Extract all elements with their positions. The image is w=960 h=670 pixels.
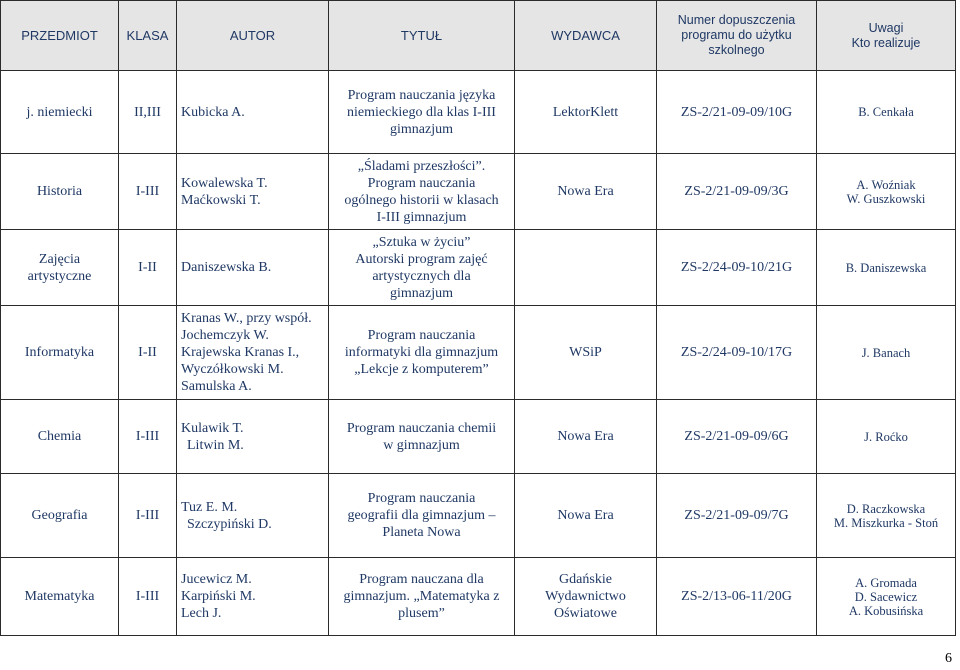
notes-cell: B. Cenkała bbox=[817, 71, 956, 154]
table-row bbox=[1, 71, 956, 154]
notes-cell: B. Daniszewska bbox=[817, 230, 956, 306]
subject-cell: Chemia bbox=[1, 400, 119, 474]
number-cell: ZS-2/13-06-11/20G bbox=[657, 558, 817, 636]
notes-cell: A. Gromada D. Sacewicz A. Kobusińska bbox=[817, 558, 956, 636]
publisher-cell: LektorKlett bbox=[515, 71, 657, 154]
header-przedmiot: PRZEDMIOT bbox=[1, 1, 119, 71]
class-cell: I-III bbox=[119, 400, 177, 474]
publisher-cell: Nowa Era bbox=[515, 154, 657, 230]
author-cell: Kranas W., przy współ. Jochemczyk W. Krajewska Kranas I., Wyczółkowski M. Samulska A. bbox=[177, 306, 329, 400]
notes-cell: D. Raczkowska M. Miszkurka - Stoń bbox=[817, 474, 956, 558]
author-cell: Kulawik T. Litwin M. bbox=[177, 400, 329, 474]
author-cell: Daniszewska B. bbox=[177, 230, 329, 306]
subject-cell: Informatyka bbox=[1, 306, 119, 400]
class-cell: I-III bbox=[119, 154, 177, 230]
notes-cell: A. Woźniak W. Guszkowski bbox=[817, 154, 956, 230]
title-cell: „Sztuka w życiu” Autorski program zajęć artystycznych dla gimnazjum bbox=[329, 230, 515, 306]
publisher-cell: Nowa Era bbox=[515, 474, 657, 558]
author-cell: Kowalewska T. Maćkowski T. bbox=[177, 154, 329, 230]
author-cell: Tuz E. M. Szczypiński D. bbox=[177, 474, 329, 558]
title-cell: „Śladami przeszłości”. Program nauczania ogólnego historii w klasach I-III gimnazjum bbox=[329, 154, 515, 230]
page-number: 6 bbox=[945, 651, 952, 666]
header-uwagi: Uwagi Kto realizuje bbox=[817, 1, 956, 71]
title-cell: Program nauczana dla gimnazjum. „Matematyka z plusem” bbox=[329, 558, 515, 636]
notes-cell: J. Roćko bbox=[817, 400, 956, 474]
subject-cell: Historia bbox=[1, 154, 119, 230]
author-cell: Kubicka A. bbox=[177, 71, 329, 154]
table-row bbox=[1, 306, 956, 400]
header-numer: Numer dopuszczenia programu do użytku szkolnego bbox=[657, 1, 817, 71]
table-row bbox=[1, 230, 956, 306]
header-autor: AUTOR bbox=[177, 1, 329, 71]
number-cell: ZS-2/21-09-09/3G bbox=[657, 154, 817, 230]
title-cell: Program nauczania języka niemieckiego dla klas I-III gimnazjum bbox=[329, 71, 515, 154]
class-cell: II,III bbox=[119, 71, 177, 154]
header-wydawca: WYDAWCA bbox=[515, 1, 657, 71]
notes-cell: J. Banach bbox=[817, 306, 956, 400]
publisher-cell bbox=[515, 230, 657, 306]
table-row bbox=[1, 154, 956, 230]
header-tytul: TYTUŁ bbox=[329, 1, 515, 71]
class-cell: I-III bbox=[119, 474, 177, 558]
publisher-cell: Nowa Era bbox=[515, 400, 657, 474]
table-row bbox=[1, 558, 956, 636]
publisher-cell: Gdańskie Wydawnictwo Oświatowe bbox=[515, 558, 657, 636]
publisher-cell: WSiP bbox=[515, 306, 657, 400]
class-cell: I-II bbox=[119, 230, 177, 306]
title-cell: Program nauczania chemii w gimnazjum bbox=[329, 400, 515, 474]
number-cell: ZS-2/21-09-09/7G bbox=[657, 474, 817, 558]
subject-cell: Matematyka bbox=[1, 558, 119, 636]
subject-cell: Zajęcia artystyczne bbox=[1, 230, 119, 306]
number-cell: ZS-2/21-09-09/6G bbox=[657, 400, 817, 474]
number-cell: ZS-2/24-09-10/17G bbox=[657, 306, 817, 400]
header-row bbox=[1, 1, 956, 71]
title-cell: Program nauczania informatyki dla gimnazjum „Lekcje z komputerem” bbox=[329, 306, 515, 400]
class-cell: I-II bbox=[119, 306, 177, 400]
number-cell: ZS-2/21-09-09/10G bbox=[657, 71, 817, 154]
table-row bbox=[1, 474, 956, 558]
header-klasa: KLASA bbox=[119, 1, 177, 71]
title-cell: Program nauczania geografii dla gimnazjum – Planeta Nowa bbox=[329, 474, 515, 558]
author-cell: Jucewicz M. Karpiński M. Lech J. bbox=[177, 558, 329, 636]
table-row bbox=[1, 400, 956, 474]
class-cell: I-III bbox=[119, 558, 177, 636]
subject-cell: j. niemiecki bbox=[1, 71, 119, 154]
subject-cell: Geografia bbox=[1, 474, 119, 558]
number-cell: ZS-2/24-09-10/21G bbox=[657, 230, 817, 306]
